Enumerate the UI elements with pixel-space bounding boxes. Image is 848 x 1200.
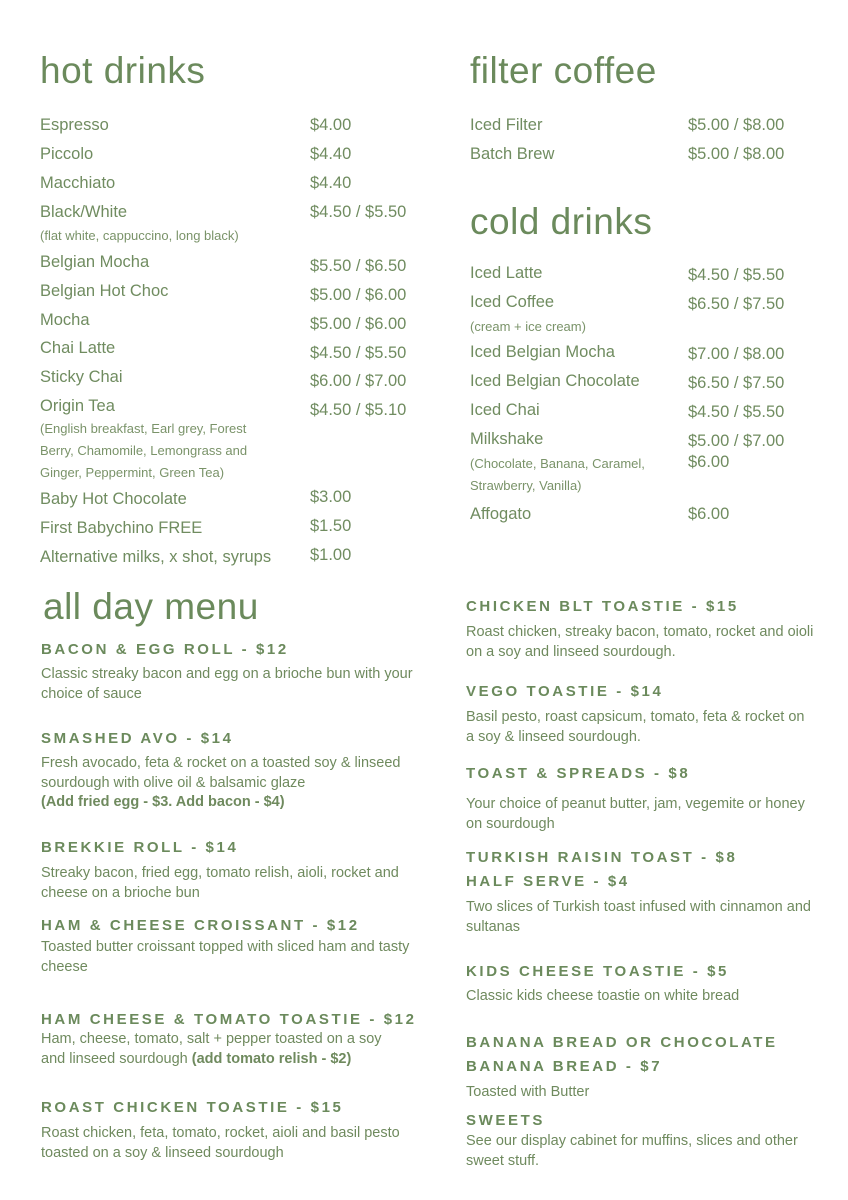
dish-name: BANANA BREAD - $7 <box>466 1058 663 1075</box>
menu-item-price: $6.00 <box>688 505 730 523</box>
dish-description: See our display cabinet for muffins, slices and other sweet stuff. <box>466 1133 798 1169</box>
dish-name: KIDS CHEESE TOASTIE - $5 <box>466 963 730 980</box>
menu-item-name: Iced Coffee <box>470 293 555 311</box>
dish-description: Roast chicken, feta, tomato, rocket, aioli and basil pesto toasted on a soy & linseed sourdough <box>41 1125 400 1161</box>
menu-item-price: $6.00 / $7.00 <box>310 372 407 390</box>
dish-description: Streaky bacon, fried egg, tomato relish, aioli, rocket and cheese on a brioche bun <box>41 865 399 901</box>
menu-item-name: Belgian Hot Choc <box>40 282 169 300</box>
dish-description: Your choice of peanut butter, jam, vegemite or honey on sourdough <box>466 796 805 832</box>
menu-item-price: $4.50 / $5.50 <box>688 403 785 421</box>
dish-extra-text: (add tomato relish - $2) <box>191 1050 352 1067</box>
menu-item-name: Milkshake <box>470 430 544 448</box>
all-day-menu-title: all day menu <box>43 586 259 627</box>
menu-item-name: Iced Filter <box>470 116 543 134</box>
menu-item-price: $7.00 / $8.00 <box>688 345 785 363</box>
menu-item-note: (flat white, cappuccino, long black) <box>40 228 239 243</box>
dish-description-text: Ham, cheese, tomato, salt + pepper toasted on a soy and linseed sourdough <box>41 1031 382 1067</box>
menu-item-note: Strawberry, Vanilla) <box>470 478 582 493</box>
menu-item-price: $5.50 / $6.50 <box>310 257 407 275</box>
menu-item-price: $5.00 / $8.00 <box>688 145 785 163</box>
menu-item-name: Iced Latte <box>470 264 543 282</box>
dish-description: Classic streaky bacon and egg on a brioche bun with your choice of sauce <box>41 666 413 702</box>
dish-name: SMASHED AVO - $14 <box>41 730 234 747</box>
menu-item-price: $3.00 <box>310 488 352 506</box>
dish-name: TOAST & SPREADS - $8 <box>466 765 691 782</box>
dish-extra <box>41 793 436 813</box>
dish-description: Toasted butter croissant topped with sliced ham and tasty cheese <box>41 939 410 975</box>
menu-item-price: $5.00 / $8.00 <box>688 116 785 134</box>
dish-name: SWEETS <box>466 1112 545 1129</box>
menu-item-name: Baby Hot Chocolate <box>40 490 187 508</box>
menu-item-price: $4.00 <box>310 116 352 134</box>
menu-item-price: $4.50 / $5.50 <box>310 344 407 362</box>
menu-item-price: $5.00 / $7.00 <box>688 432 785 450</box>
menu-item-price: $5.00 / $6.00 <box>310 315 407 333</box>
cold-drinks-title: cold drinks <box>470 201 653 242</box>
hot-drinks-title: hot drinks <box>40 50 206 91</box>
menu-item-name: Black/White <box>40 203 128 221</box>
dish-name: HAM & CHEESE CROISSANT - $12 <box>41 917 360 934</box>
menu-item-price: $4.50 / $5.50 <box>310 203 407 221</box>
menu-item-name: Alternative milks, x shot, syrups <box>40 548 272 566</box>
menu-item-price: $6.00 <box>688 453 730 471</box>
dish-description <box>41 1030 401 1069</box>
menu-item-name: Batch Brew <box>470 145 555 163</box>
menu-item-name: First Babychino FREE <box>40 519 203 537</box>
dish-description: Classic kids cheese toastie on white bread <box>466 988 740 1004</box>
dish-name: BACON & EGG ROLL - $12 <box>41 641 289 658</box>
dish-description: Fresh avocado, feta & rocket on a toasted soy & linseed sourdough with olive oil & balsamic glaze <box>41 755 401 791</box>
menu-item-price: $4.40 <box>310 145 352 163</box>
menu-item-price: $6.50 / $7.50 <box>688 374 785 392</box>
menu-item-name: Affogato <box>470 505 532 523</box>
menu-item-name: Iced Belgian Chocolate <box>470 372 640 390</box>
menu-item-note: (cream + ice cream) <box>470 319 586 334</box>
dish-name: ROAST CHICKEN TOASTIE - $15 <box>41 1099 344 1116</box>
menu-item-note: (English breakfast, Earl grey, Forest <box>40 421 247 436</box>
menu-item-name: Iced Belgian Mocha <box>470 343 615 361</box>
dish-name: BREKKIE ROLL - $14 <box>41 839 239 856</box>
dish-description: Two slices of Turkish toast infused with cinnamon and sultanas <box>466 899 811 935</box>
menu-item-name: Espresso <box>40 116 109 134</box>
menu-item-name: Iced Chai <box>470 401 540 419</box>
menu-item-name: Piccolo <box>40 145 94 163</box>
menu-item-price: $1.00 <box>310 546 352 564</box>
menu-item-price: $4.50 / $5.10 <box>310 401 407 419</box>
dish-extra-text: (Add fried egg - $3. Add bacon - $4) <box>41 794 285 810</box>
dish-name: CHICKEN BLT TOASTIE - $15 <box>466 598 739 615</box>
menu-item-note: (Chocolate, Banana, Caramel, <box>470 456 645 471</box>
dish-name: HALF SERVE - $4 <box>466 873 630 890</box>
dish-description: Roast chicken, streaky bacon, tomato, rocket and oioli on a soy and linseed sourdough. <box>466 624 814 660</box>
menu-item-name: Macchiato <box>40 174 116 192</box>
menu-item-price: $4.40 <box>310 174 352 192</box>
dish-name: VEGO TOASTIE - $14 <box>466 683 664 700</box>
menu-item-name: Belgian Mocha <box>40 253 150 271</box>
menu-item-note: Ginger, Peppermint, Green Tea) <box>40 465 225 480</box>
menu-item-name: Mocha <box>40 311 90 329</box>
menu-item-name: Sticky Chai <box>40 368 123 386</box>
menu-item-name: Origin Tea <box>40 397 115 415</box>
filter-coffee-title: filter coffee <box>470 50 657 91</box>
dish-name: BANANA BREAD OR CHOCOLATE <box>466 1034 778 1051</box>
menu-item-price: $5.00 / $6.00 <box>310 286 407 304</box>
dish-description: Toasted with Butter <box>466 1084 590 1100</box>
menu-item-price: $1.50 <box>310 517 352 535</box>
dish-name: TURKISH RAISIN TOAST - $8 <box>466 849 738 866</box>
dish-description: Basil pesto, roast capsicum, tomato, feta & rocket on a soy & linseed sourdough. <box>466 709 805 745</box>
menu-item-price: $6.50 / $7.50 <box>688 295 785 313</box>
menu-item-note: Berry, Chamomile, Lemongrass and <box>40 443 248 458</box>
dish-name: HAM CHEESE & TOMATO TOASTIE - $12 <box>41 1011 417 1028</box>
menu-item-price: $4.50 / $5.50 <box>688 266 785 284</box>
menu-item-name: Chai Latte <box>40 339 116 357</box>
